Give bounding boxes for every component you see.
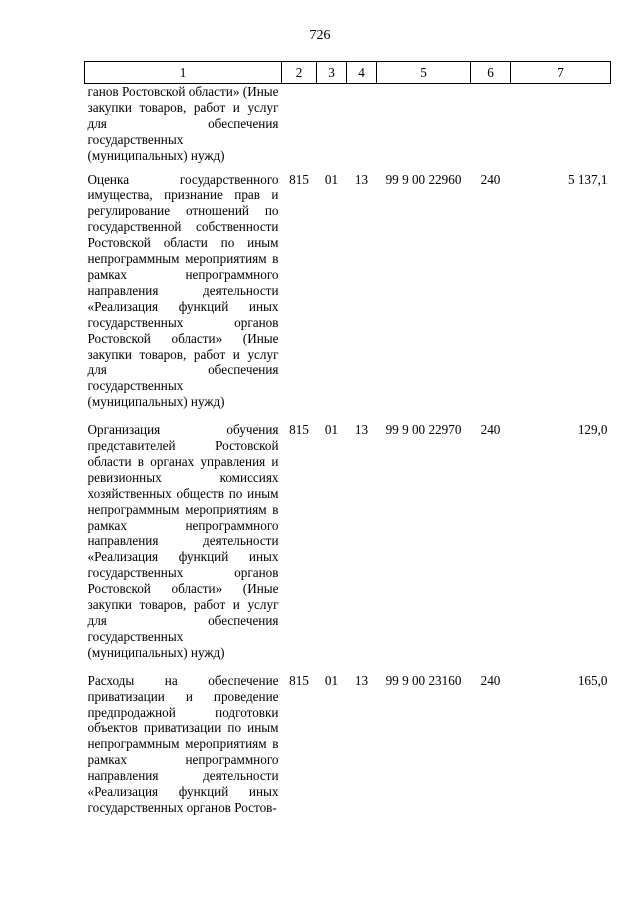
row-ministry-code: 815	[289, 171, 309, 187]
row-subsection-code: 13	[354, 672, 369, 688]
header-col-6: 6	[471, 62, 511, 84]
row-expense-type: 240	[480, 422, 501, 438]
table-row-continuation	[85, 84, 611, 172]
row-section-code: 01	[324, 171, 339, 187]
row-amount: 5 137,1	[567, 171, 608, 187]
budget-table	[84, 61, 611, 828]
header-col-7: 7	[511, 62, 611, 84]
row-description: Организация обучения представителей Ростовской области в органах управления и ревизионных комиссиях хозяйственных обществ по иным непрограммным мероприятиям в рамках непрограммного направления деятельности «Реализация функций иных государственных органов Ростовской области» (Иные закупки товаров, работ и услуг для обеспечения государственных (муниципальных) нужд)	[87, 422, 279, 660]
row-description: Расходы на обеспечение приватизации и проведение предпродажной подготовки объектов приватизации по иным непрограммным мероприятиям в рамках непрограммного направления деятельности «Реализация функций иных государственных органов Ростов-	[87, 672, 279, 815]
row-target-article: 99 9 00 23160	[385, 672, 462, 688]
row-section-code: 01	[324, 422, 339, 438]
row-amount: 165,0	[577, 672, 608, 688]
header-col-1: 1	[85, 62, 282, 84]
table-row	[85, 172, 611, 423]
table-row	[85, 673, 611, 828]
row-amount: 129,0	[577, 422, 608, 438]
row-ministry-code: 815	[289, 422, 309, 438]
continuation-description: ганов Ростовской области» (Иные закупки товаров, работ и услуг для обеспечения государственных (муниципальных) нужд)	[87, 84, 279, 163]
row-target-article: 99 9 00 22970	[385, 422, 462, 438]
header-col-5: 5	[377, 62, 471, 84]
header-col-2: 2	[282, 62, 317, 84]
page-number: 726	[309, 28, 331, 43]
row-ministry-code: 815	[289, 672, 309, 688]
row-expense-type: 240	[480, 171, 501, 187]
row-expense-type: 240	[480, 672, 501, 688]
header-col-4: 4	[347, 62, 377, 84]
table-row	[85, 422, 611, 673]
row-subsection-code: 13	[354, 171, 369, 187]
row-section-code: 01	[324, 672, 339, 688]
row-target-article: 99 9 00 22960	[385, 171, 462, 187]
row-description: Оценка государственного имущества, признание прав и регулирование отношений по государственной собственности Ростовской области по иным непрограммным мероприятиям в рамках непрограммного направления деятельности «Реализация функций иных государственных органов Ростовской области» (Иные закупки товаров, работ и услуг для обеспечения государственных (муниципальных) нужд)	[87, 171, 279, 410]
header-col-3: 3	[317, 62, 347, 84]
table-header-row	[85, 62, 611, 84]
row-subsection-code: 13	[354, 422, 369, 438]
